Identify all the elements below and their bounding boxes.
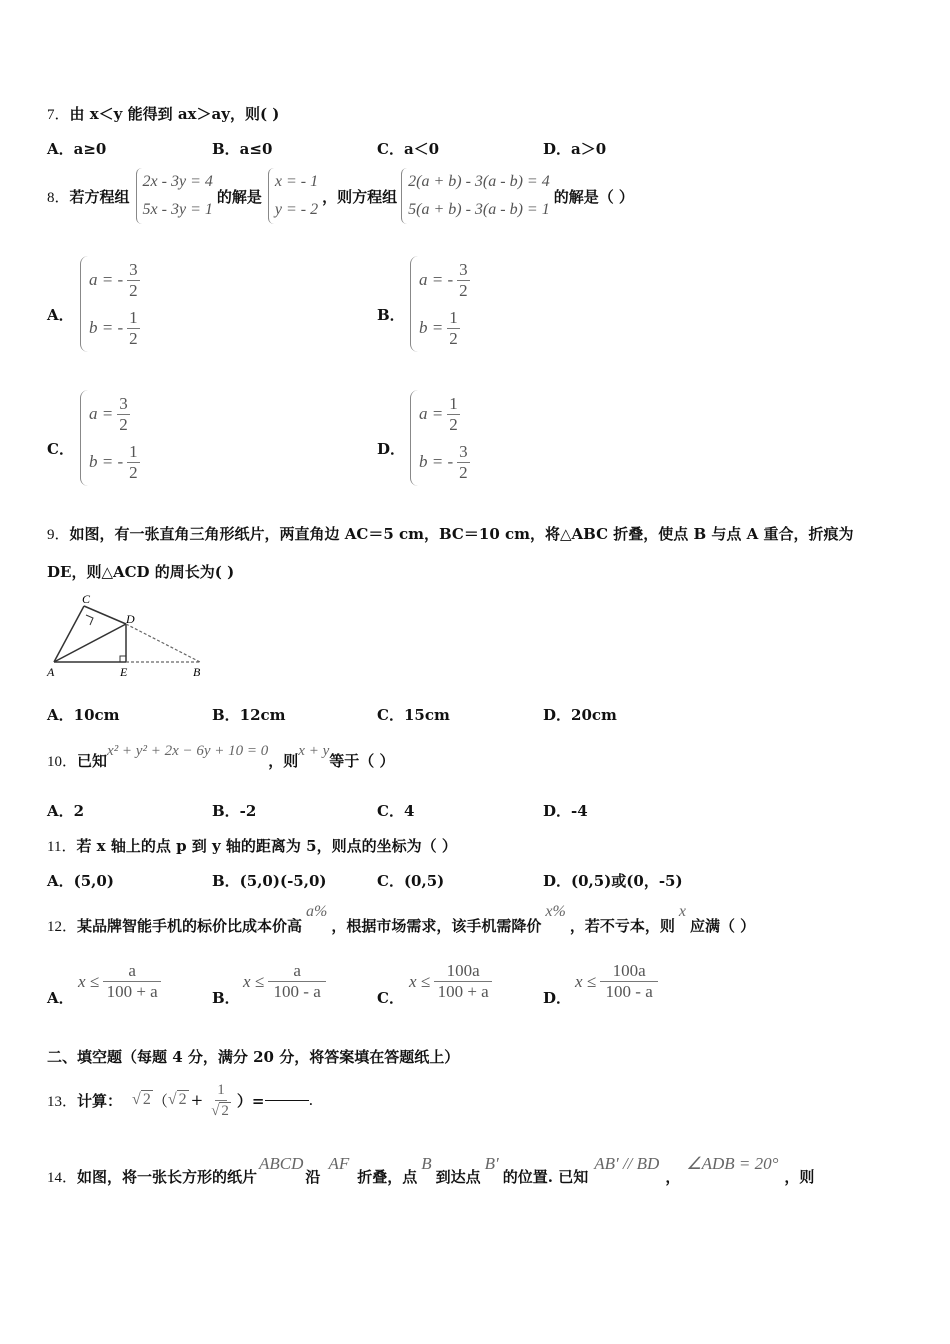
q12-mid: ，根据市场需求，该手机需降价 <box>331 917 542 935</box>
q13-answer-blank[interactable] <box>265 1100 309 1101</box>
q12-number: 12． <box>47 919 78 935</box>
q12-option-d-lhs: x ≤ <box>575 971 597 991</box>
q8-prefix: 若方程组 <box>69 187 130 206</box>
q12-stem <box>47 903 755 936</box>
q9-label-b: B <box>193 665 201 679</box>
q8-system-3 <box>401 168 554 224</box>
q9-number: 9． <box>47 527 70 543</box>
q12-option-b-num: a <box>268 961 326 982</box>
q8-system-1-eq1: 2x - 3y = 4 <box>142 173 213 190</box>
q10-option-b: B．-2 <box>212 802 257 820</box>
q8-option-b-label: B． <box>377 306 405 324</box>
q8-option-a-system <box>80 256 140 352</box>
q14-b: B <box>421 1154 432 1173</box>
q13-prefix: 计算： <box>77 1091 123 1110</box>
q14-to: 到达点 <box>435 1168 481 1186</box>
q13-end: . <box>308 1091 314 1109</box>
q9-stem-line2: DE，则△ACD 的周长为( ) <box>47 563 235 581</box>
q8-suffix: 的解是（ ） <box>553 187 634 206</box>
q10-stem <box>47 743 395 771</box>
q8-option-a-a-den: 2 <box>129 280 138 300</box>
q8-option-b-a: a = - <box>419 270 454 289</box>
q7-option-c: C．a＜0 <box>377 140 440 158</box>
q9-segment-db <box>126 624 200 662</box>
section-2-title: 二、填空题（每题 4 分，满分 20 分，将答案填在答题纸上） <box>47 1048 460 1066</box>
q8-option-c-label: C． <box>47 440 74 458</box>
q10-expression: x + y <box>298 743 330 759</box>
q11-option-a: A．(5,0) <box>47 872 114 890</box>
q12-option-c-num: 100a <box>434 961 492 982</box>
q13-close: ）= <box>236 1091 265 1110</box>
q8-option-b-a-num: 3 <box>459 259 468 279</box>
q8-option-d-system <box>410 390 470 486</box>
q9-right-angle-e <box>120 656 126 662</box>
q8-option-a-a-num: 3 <box>129 259 138 279</box>
q13-sqrt-2-c-radicand: 2 <box>221 1102 229 1119</box>
q13-sqrt-2-a: √ 2 <box>132 1091 151 1108</box>
q8-system-3-eq1: 2(a + b) - 3(a - b) = 4 <box>408 173 550 190</box>
q11-option-c: C．(0,5) <box>377 872 445 890</box>
q12-option-c-label: C． <box>377 989 404 1007</box>
q8-option-b-a-den: 2 <box>459 280 468 300</box>
q8-option-c-b: b = - <box>89 452 124 471</box>
q11-stem <box>47 835 457 856</box>
q8-option-a-b-num: 1 <box>129 307 138 327</box>
q10-mid: ，则 <box>268 752 299 770</box>
q9-label-a: A <box>47 665 55 679</box>
q8-option-d-label: D． <box>377 440 406 458</box>
q8-option-a-a: a = - <box>89 270 124 289</box>
q13-plus: + <box>190 1091 204 1109</box>
q14-pos: 的位置. 已知 <box>502 1168 589 1186</box>
q8-option-c-a-den: 2 <box>119 414 128 434</box>
q7-option-d: D．a＞0 <box>543 140 607 158</box>
q8-option-d-a-den: 2 <box>449 414 458 434</box>
q12-option-a-inequality <box>78 961 161 1002</box>
q8-option-c-b-den: 2 <box>129 462 138 482</box>
q12-option-a-label: A． <box>47 989 74 1007</box>
q10-suffix: 等于（ ） <box>329 752 395 770</box>
q9-label-c: C <box>82 592 91 606</box>
q10-option-c: C．4 <box>377 802 415 820</box>
q8-number: 8． <box>47 189 70 206</box>
q14-prefix: 如图，将一张长方形的纸片 <box>77 1168 258 1186</box>
q12-option-d-label: D． <box>543 989 572 1007</box>
q8-mid1: 的解是 <box>216 187 262 206</box>
q12-option-d-num: 100a <box>600 961 658 982</box>
q13-fraction <box>209 1080 233 1121</box>
q13-fraction-den: √ 2 <box>211 1102 229 1119</box>
q12-a-percent: a% <box>306 903 328 920</box>
q9-line1: 如图，有一张直角三角形纸片，两直角边 AC＝5 cm，BC＝10 cm，将△ABC 折叠，使点 B 与点 A 重合，折痕为 <box>69 525 854 543</box>
q9-triangle-figure <box>40 592 220 684</box>
q12-option-d-inequality <box>575 961 658 1002</box>
q8-system-2 <box>268 168 322 224</box>
q7-text: 由 x＜y 能得到 ax＞ay，则( ) <box>69 105 280 123</box>
q12-x-percent: x% <box>545 903 566 920</box>
q14-number: 14． <box>47 1170 78 1186</box>
q12-option-d-den: 100 - a <box>605 982 653 1001</box>
q8-option-d-a: a = <box>419 404 444 423</box>
q11-option-d: D．(0,5)或(0，-5) <box>543 872 683 890</box>
q8-system-2-eq2: y = - 2 <box>274 201 319 218</box>
q12-option-a-num: a <box>103 961 161 982</box>
q13-fraction-num: 1 <box>215 1080 227 1101</box>
q14-stem <box>47 1154 814 1187</box>
q9-stem-line1 <box>47 523 853 544</box>
q14-fold: 折叠，点 <box>357 1168 418 1186</box>
q8-option-b-system <box>410 256 470 352</box>
q7-option-a: A．a≥0 <box>47 140 107 158</box>
q9-label-e: E <box>120 665 128 679</box>
q12-option-c-den: 100 + a <box>437 982 489 1001</box>
q11-number: 11． <box>47 839 77 855</box>
q8-option-d-b-num: 3 <box>459 441 468 461</box>
q8-system-2-eq1: x = - 1 <box>274 173 319 190</box>
q14-bprime: B′ <box>484 1154 499 1173</box>
q13-sqrt-2-b-radicand: 2 <box>178 1091 187 1108</box>
q11-option-b: B．(5,0)(-5,0) <box>212 872 327 890</box>
q8-option-a-b: b = - <box>89 318 124 337</box>
q10-option-d: D．-4 <box>543 802 588 820</box>
q14-af: AF <box>328 1154 350 1173</box>
q9-option-a: A．10cm <box>47 706 120 724</box>
q12-option-b-den: 100 - a <box>273 982 321 1001</box>
q8-option-c-a: a = <box>89 404 114 423</box>
q8-option-a-label: A． <box>47 306 74 324</box>
q8-system-3-eq2: 5(a + b) - 3(a - b) = 1 <box>408 201 550 218</box>
q12-x: x <box>678 903 686 920</box>
q13-number: 13． <box>47 1093 78 1110</box>
q14-angle: ∠ADB = 20° <box>686 1154 779 1173</box>
q13-sqrt-2-b: √ 2 <box>167 1091 187 1108</box>
q8-system-1 <box>136 168 217 224</box>
q8-option-d-b-den: 2 <box>459 462 468 482</box>
q9-option-c: C．15cm <box>377 706 450 724</box>
q14-abcd: ABCD <box>259 1154 304 1173</box>
q8-option-d-a-num: 1 <box>449 393 458 413</box>
q12-option-b-lhs: x ≤ <box>243 971 265 991</box>
q12-option-c-lhs: x ≤ <box>409 971 431 991</box>
q10-option-a: A．2 <box>47 802 85 820</box>
q12-option-b-label: B． <box>212 989 240 1007</box>
q9-segment-cd <box>84 606 126 624</box>
q13-stem <box>47 1074 313 1126</box>
q8-option-d-b: b = - <box>419 452 454 471</box>
q10-equation: x² + y² + 2x − 6y + 10 = 0 <box>107 743 269 759</box>
q9-option-b: B．12cm <box>212 706 286 724</box>
q14-comma: ， <box>665 1168 681 1186</box>
q11-text: 若 x 轴上的点 p 到 y 轴的距离为 5，则点的坐标为（ ） <box>76 837 457 855</box>
q13-sqrt-2-a-radicand: 2 <box>142 1091 151 1108</box>
q12-prefix: 某品牌智能手机的标价比成本价高 <box>77 917 303 935</box>
q9-right-angle-c <box>86 615 93 625</box>
q8-stem <box>47 168 634 224</box>
q8-option-b-b-den: 2 <box>449 328 458 348</box>
q12-option-a-lhs: x ≤ <box>78 971 100 991</box>
q12-mid2: ，若不亏本，则 <box>569 917 675 935</box>
q7-number: 7． <box>47 107 70 123</box>
q14-parallel: AB′ // BD <box>594 1154 660 1173</box>
q8-mid2: ，则方程组 <box>322 187 398 206</box>
q12-suffix: 应满（ ） <box>689 917 756 935</box>
q10-prefix: 已知 <box>77 752 108 770</box>
q13-open-paren: （ <box>152 1091 168 1110</box>
q8-option-a-b-den: 2 <box>129 328 138 348</box>
q10-number: 10． <box>47 754 78 770</box>
q7-stem <box>47 103 279 124</box>
q14-along: 沿 <box>305 1168 321 1186</box>
q8-option-b-b-num: 1 <box>449 307 458 327</box>
q9-label-d: D <box>126 612 135 626</box>
q9-option-d: D．20cm <box>543 706 617 724</box>
q8-option-c-b-num: 1 <box>129 441 138 461</box>
q8-option-c-a-num: 3 <box>119 393 128 413</box>
q12-option-a-den: 100 + a <box>106 982 158 1001</box>
q12-option-b-inequality <box>243 961 326 1002</box>
q8-option-c-system <box>80 390 140 486</box>
q7-option-b: B．a≤0 <box>212 140 273 158</box>
q14-then: ，则 <box>784 1168 815 1186</box>
q8-system-1-eq2: 5x - 3y = 1 <box>142 201 213 218</box>
q12-option-c-inequality <box>409 961 492 1002</box>
q8-option-b-b: b = <box>419 318 444 337</box>
